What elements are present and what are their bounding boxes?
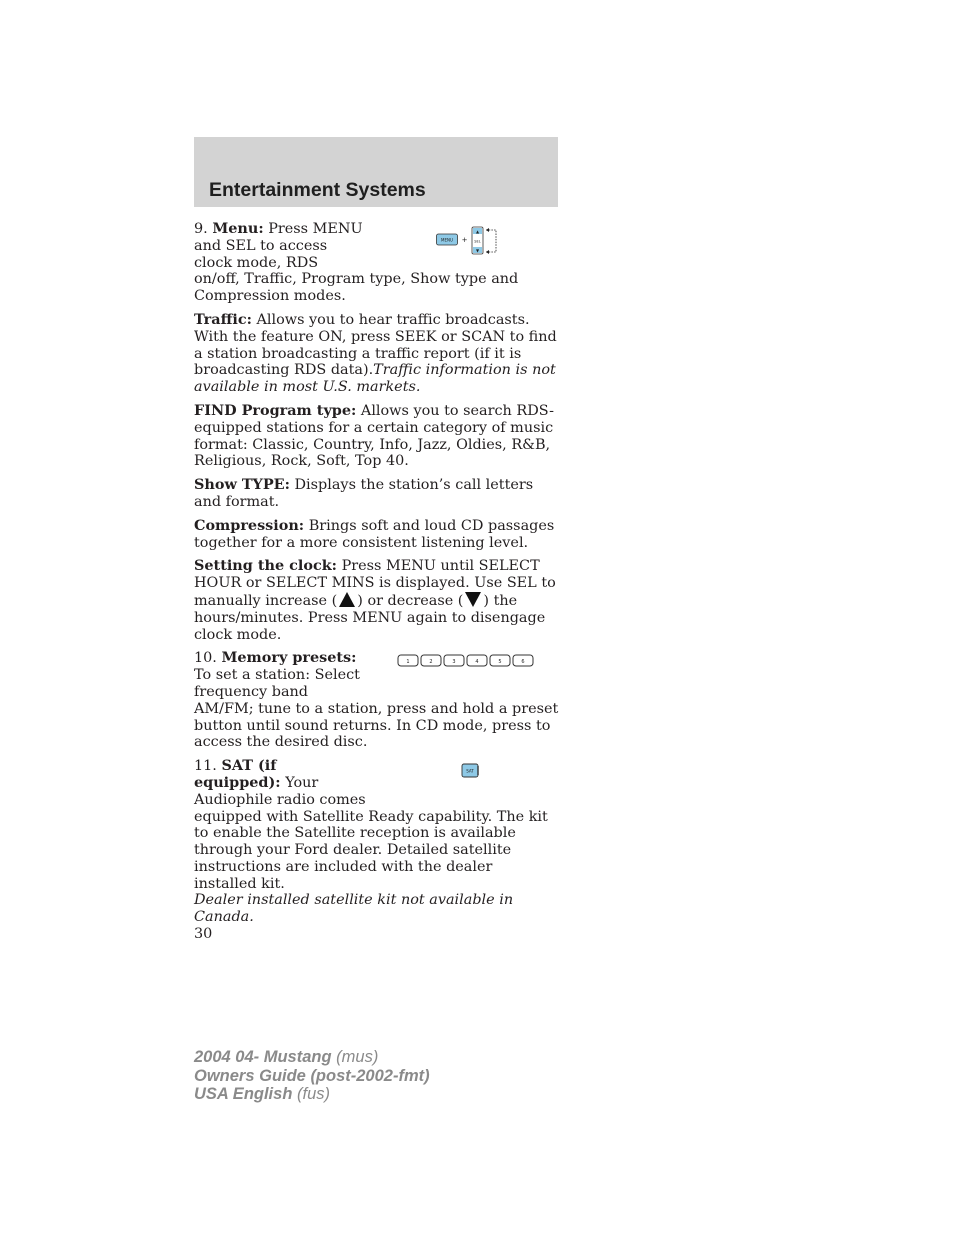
svg-text:SAT: SAT (466, 768, 474, 774)
sat-note: Dealer installed satellite kit not available in Canada. (194, 892, 514, 926)
clock-paragraph: Setting the clock: Press MENU until SELECT HOUR or SELECT MINS is displayed. Use SEL to manually increase ( ) or decrease ( ) the hours/minutes. Press MENU again to disengage clock mode. (194, 557, 556, 643)
sat-button-icon (461, 763, 481, 779)
svg-text:SEL: SEL (474, 239, 481, 244)
preset-buttons-icon (397, 653, 537, 669)
section-title: Entertainment Systems (209, 179, 426, 201)
svg-text:+: + (461, 236, 468, 244)
svg-text:3: 3 (452, 659, 456, 666)
document-footer: 2004 04- Mustang (mus) Owners Guide (post-2002-fmt) USA English (fus) (194, 1048, 430, 1103)
show-type-paragraph: Show TYPE: Displays the station’s call letters and format. (194, 476, 534, 510)
page-number: 30 (194, 926, 213, 942)
presets-item (194, 650, 559, 751)
svg-text:2: 2 (429, 659, 433, 666)
svg-text:MENU: MENU (441, 237, 453, 243)
sat-paragraph: 11. SAT (if equipped): Your Audiophile radio comes equipped with Satellite Ready capability. The kit to enable the Satellite reception is available through your Ford dealer. Detailed satellite instructions are included with the dealer installed kit. Dealer installed satellite kit not available in Canada. (194, 757, 548, 926)
svg-text:5: 5 (498, 659, 502, 666)
svg-text:1: 1 (406, 659, 410, 666)
traffic-note: Traffic information is not available in most U.S. markets. (194, 362, 556, 396)
traffic-paragraph: Traffic: Allows you to hear traffic broadcasts. With the feature ON, press SEEK or SCAN to find a station broadcasting a traffic report (if it is broadcasting RDS data).Traffic information is not available in most U.S. markets. (194, 310, 557, 396)
sat-item (194, 758, 559, 926)
menu-label: Menu: (212, 220, 264, 237)
menu-paragraph: 9. Menu: Press MENU and SEL to access clock mode, RDS on/off, Traffic, Program type, Show type and Compression modes. (194, 220, 519, 305)
find-program-paragraph: FIND Program type: Allows you to search RDS-equipped stations for a certain category of music format: Classic, Country, Info, Jazz, Oldies, R&B, Religious, Rock, Soft, Top 40. (194, 401, 555, 470)
presets-paragraph: 10. Memory presets: To set a station: Select frequency band AM/FM; tune to a station, press and hold a preset button until sound returns. In CD mode, press to access the desired disc. (194, 649, 559, 751)
compression-paragraph: Compression: Brings soft and loud CD passages together for a more consistent listening level. (194, 516, 555, 551)
svg-text:4: 4 (475, 659, 479, 666)
arrow-up-icon (339, 592, 355, 607)
section-header (194, 137, 558, 207)
menu-sel-buttons-icon (436, 226, 500, 256)
svg-text:▼: ▼ (475, 248, 480, 253)
arrow-down-icon (465, 592, 481, 607)
svg-text:▲: ▲ (475, 229, 480, 234)
page-content (194, 221, 559, 933)
svg-text:6: 6 (521, 659, 525, 666)
menu-item (194, 221, 559, 305)
